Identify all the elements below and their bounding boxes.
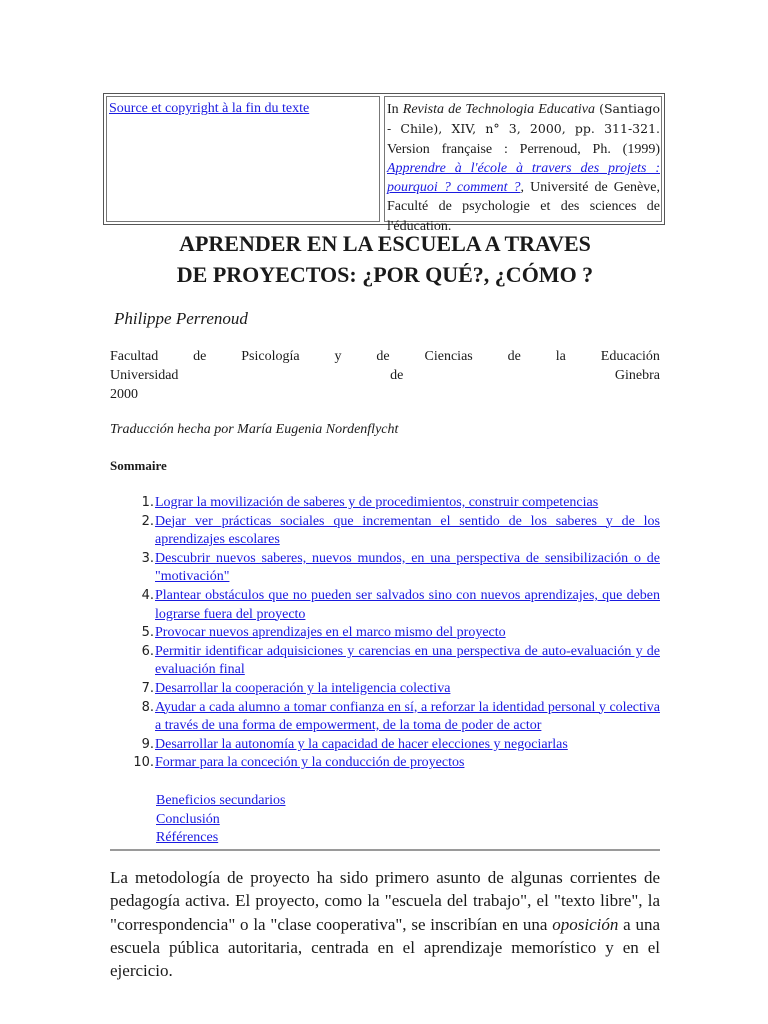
- ref-details: (Santiago - Chile), XIV, n° 3, 2000, pp. 311-321.: [387, 101, 661, 137]
- title-line-2: DE PROYECTOS: ¿POR QUÉ?, ¿CÓMO ?: [176, 262, 594, 287]
- faculty-word: Universidad: [110, 368, 179, 383]
- references-link[interactable]: Références: [156, 830, 219, 846]
- faculty-block: [110, 347, 660, 404]
- para-text-end: a una escuela pública autoritaria, centrada en el aprendizaje memorístico y en el ejercicio.: [110, 914, 661, 981]
- ref-journal: Revista de Technologia Educativa: [402, 102, 595, 117]
- toc-item: [108, 754, 660, 773]
- faculty-word: de: [507, 349, 521, 364]
- para-text: La metodología de proyecto ha sido primero asunto de algunas corrientes de pedagogía activa. El proyecto, como la "escuela del trabajo", el "texto libre", la "correspondencia" o la "clase cooperativa", se inscribían en una: [110, 868, 660, 934]
- para-emphasis: oposición: [552, 914, 619, 934]
- conclusion-link[interactable]: Conclusión: [156, 811, 220, 827]
- faculty-word: la: [555, 349, 566, 364]
- sommaire-heading: Sommaire: [110, 458, 167, 473]
- toc-link[interactable]: Provocar nuevos aprendizajes en el marco mismo del proyecto: [155, 625, 506, 641]
- toc-number: 9.: [141, 736, 154, 752]
- toc-item: [108, 550, 660, 587]
- toc-number: 2.: [141, 513, 154, 529]
- horizontal-divider: [110, 849, 660, 851]
- toc-item: [108, 643, 660, 680]
- source-cell: [106, 96, 380, 222]
- translation-credit: Traducción hecha por María Eugenia Nordenflycht: [110, 422, 399, 437]
- toc-number: 4.: [141, 587, 154, 603]
- extra-links: [156, 792, 285, 848]
- title-line-1: APRENDER EN LA ESCUELA A TRAVES: [179, 231, 591, 256]
- faculty-word: de: [390, 368, 404, 383]
- faculty-word: Educación: [600, 349, 660, 364]
- toc-number: 1.: [141, 495, 154, 510]
- toc-item: [108, 494, 660, 513]
- toc-number: 10.: [133, 755, 154, 771]
- toc-link[interactable]: Lograr la movilización de saberes y de procedimientos, construir competencias: [155, 495, 599, 510]
- faculty-word: Psicología: [241, 349, 300, 364]
- faculty-word: y: [334, 349, 342, 364]
- toc-number: 6.: [141, 643, 154, 659]
- french-version-link[interactable]: Apprendre à l'école à travers des projets : pourquoi ? comment ?: [387, 160, 660, 196]
- toc-item: [108, 587, 660, 624]
- beneficios-link[interactable]: Beneficios secundarios: [156, 793, 286, 808]
- ref-tail: , Université de Genève, Faculté de psychologie et des sciences de l'éducation.: [387, 180, 660, 234]
- toc-item: [108, 680, 660, 699]
- ref-in: In: [387, 102, 399, 117]
- toc-link[interactable]: Desarrollar la cooperación y la inteligencia colectiva: [155, 680, 451, 696]
- toc-link[interactable]: Desarrollar la autonomía y la capacidad de hacer elecciones y negociarlas: [155, 736, 568, 752]
- faculty-word: de: [193, 349, 207, 364]
- reference-header-table: [103, 93, 665, 234]
- table-of-contents: [108, 494, 660, 773]
- toc-item: [108, 513, 660, 550]
- toc-link[interactable]: Descubrir nuevos saberes, nuevos mundos, en una perspectiva de sensibilización o de "motivación": [155, 550, 660, 585]
- reference-cell: [384, 96, 662, 234]
- faculty-word: Ciencias: [424, 349, 473, 364]
- toc-link[interactable]: Formar para la conceción y la conducción de proyectos: [155, 755, 465, 771]
- toc-item: [108, 736, 660, 755]
- faculty-line-1: [110, 347, 660, 366]
- toc-number: 8.: [141, 699, 154, 715]
- author-name: Philippe Perrenoud: [114, 309, 248, 328]
- toc-link[interactable]: Permitir identificar adquisiciones y carencias en una perspectiva de auto-evaluación y de evaluación final: [155, 643, 660, 678]
- toc-link[interactable]: Ayudar a cada alumno a tomar confianza en sí, a reforzar la identidad personal y colectiva a través de una forma de empowerment, de la toma de poder de actor: [155, 699, 660, 734]
- faculty-word: Ginebra: [614, 368, 660, 383]
- faculty-word: Facultad: [110, 349, 159, 364]
- toc-number: 5.: [141, 625, 154, 641]
- source-copyright-link[interactable]: Source et copyright à la fin du texte: [109, 101, 310, 116]
- page-title: [110, 228, 660, 290]
- ref-version: Version française : Perrenoud, Ph. (1999): [387, 141, 660, 157]
- toc-number: 3.: [141, 550, 154, 566]
- toc-item: [108, 624, 660, 643]
- toc-link[interactable]: Dejar ver prácticas sociales que incrementan el sentido de los saberes y de los aprendizajes escolares: [155, 513, 660, 548]
- toc-item: [108, 699, 660, 736]
- toc-number: 7.: [141, 680, 154, 696]
- faculty-word: de: [376, 349, 390, 364]
- toc-link[interactable]: Plantear obstáculos que no pueden ser salvados sino con nuevos aprendizajes, que deben lograrse fuera del proyecto: [155, 587, 660, 622]
- faculty-year: 2000: [110, 387, 138, 402]
- intro-paragraph: [110, 866, 660, 982]
- faculty-line-2: [110, 366, 660, 385]
